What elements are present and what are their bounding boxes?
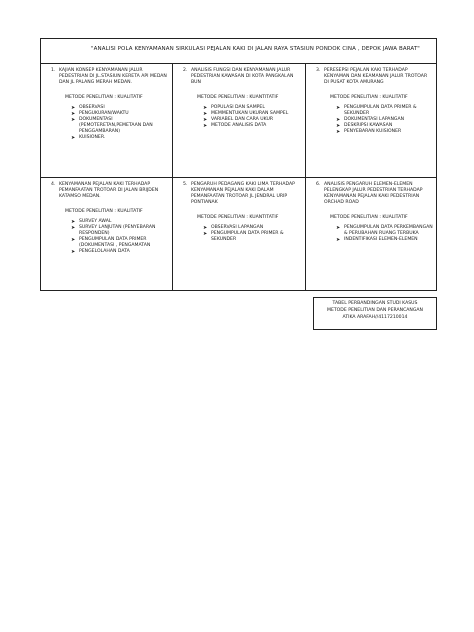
research-method: METODE PENELITIAN : KUANTITATIF bbox=[197, 95, 279, 100]
arrow-bullet-icon: ➤ bbox=[71, 135, 76, 141]
list-item: ➤ PENGUMPULAN DATA PERKEMBANGAN & PERUBAHAN RUANG TERBUKA bbox=[336, 225, 433, 236]
method-steps-list bbox=[45, 219, 168, 255]
list-item: ➤ PENGUKURAN/WAKTU bbox=[71, 111, 129, 117]
list-item: ➤ DESKRIPSI KAWASAN bbox=[336, 123, 393, 129]
arrow-bullet-icon: ➤ bbox=[203, 117, 208, 123]
arrow-bullet-icon: ➤ bbox=[71, 249, 76, 255]
arrow-bullet-icon: ➤ bbox=[71, 237, 76, 243]
table-title-row bbox=[41, 39, 436, 64]
research-method: METODE PENELITIAN : KUALITATIF bbox=[65, 209, 143, 214]
method-steps-list bbox=[177, 105, 301, 129]
case-study-heading bbox=[45, 68, 168, 86]
caption-line-title: TABEL PERBANDINGAN STUDI KASUS bbox=[332, 301, 418, 306]
list-item: ➤ OBSERVASI LAPANGAN bbox=[203, 225, 264, 231]
case-study-number: 4. bbox=[51, 182, 56, 187]
arrow-bullet-icon: ➤ bbox=[203, 225, 208, 231]
case-study-title: ANALISIS FUNGSI DAN KENYAMANAN JALUR PEDESTRIAN KAWASAN DI KOTA PANGKALAN BUN bbox=[191, 68, 294, 85]
list-item: ➤ INDENTIFIKASI ELEMEN-ELEMEN bbox=[336, 237, 418, 243]
case-study-number: 1. bbox=[51, 68, 56, 73]
case-study-cell-2 bbox=[173, 64, 306, 178]
list-item: ➤ SURVEY LANJUTAN (PENYEBARAN RESPONDEN) bbox=[71, 225, 156, 236]
comparison-table bbox=[40, 38, 437, 291]
case-study-number: 2. bbox=[183, 68, 188, 73]
case-study-title: KAJIAN KONSEP KENYAMANAN JALUR PEDESTRIAN DI JL.STASIUN KERETA API MEDAN DAN JL PALANG MERAH MEDAN. bbox=[59, 68, 167, 85]
list-item: ➤ VARIABEL DAN CARA UKUR bbox=[203, 117, 274, 123]
method-steps-list bbox=[177, 225, 301, 243]
arrow-bullet-icon: ➤ bbox=[336, 117, 341, 123]
list-item: ➤ DOKUMENTASI LAPANGAN bbox=[336, 117, 405, 123]
arrow-bullet-icon: ➤ bbox=[203, 111, 208, 117]
method-steps-list bbox=[45, 105, 168, 141]
arrow-bullet-icon: ➤ bbox=[203, 123, 208, 129]
case-study-number: 5. bbox=[183, 182, 188, 187]
arrow-bullet-icon: ➤ bbox=[336, 105, 341, 111]
case-study-heading bbox=[45, 182, 168, 200]
list-item: ➤ METODE ANALISIS DATA bbox=[203, 123, 267, 129]
list-item: ➤ PENYEBARAN KUISIONER bbox=[336, 129, 402, 135]
list-item: ➤ PENGUMPULAN DATA PRIMER (DOKUMENTASI , PENGAMATAN bbox=[71, 237, 151, 248]
table-grid bbox=[41, 64, 436, 291]
case-study-heading bbox=[177, 182, 301, 206]
arrow-bullet-icon: ➤ bbox=[71, 111, 76, 117]
case-study-cell-5 bbox=[173, 178, 306, 291]
case-study-title: KENYAMANAN PEJALAN KAKI TERHADAP PEMANFAATAN TROTOAR DI JALAN BRIJDEN KATAMSO MEDAN. bbox=[59, 182, 159, 199]
list-item: ➤ SURVEY AWAL bbox=[71, 219, 112, 225]
arrow-bullet-icon: ➤ bbox=[336, 123, 341, 129]
case-study-cell-4 bbox=[41, 178, 173, 291]
case-study-number: 3. bbox=[316, 68, 321, 73]
case-study-cell-3 bbox=[306, 64, 437, 178]
arrow-bullet-icon: ➤ bbox=[203, 105, 208, 111]
arrow-bullet-icon: ➤ bbox=[71, 219, 76, 225]
list-item: ➤ DOKUMENTASI (PEMOTERETAN,PEMETAAN DAN PENGGAMBARAN) bbox=[71, 117, 153, 134]
case-study-cell-6 bbox=[306, 178, 437, 291]
list-item: ➤ PENGELOLAHAN DATA bbox=[71, 249, 130, 255]
research-method: METODE PENELITIAN : KUANTITATIF bbox=[197, 215, 279, 220]
list-item: ➤ MEMMENTUKAN UKURAN SAMPEL bbox=[203, 111, 289, 117]
arrow-bullet-icon: ➤ bbox=[71, 105, 76, 111]
list-item: ➤ PENGUMPULAN DATA PRIMER & SEKUNDER bbox=[203, 231, 284, 242]
list-item: ➤ KUISIONER. bbox=[71, 135, 106, 141]
arrow-bullet-icon: ➤ bbox=[336, 225, 341, 231]
case-study-title: PERESEPSI PEJALAN KAKI TERHADAP KENYAMAN DAN KEAMANAN JALUR TROTOAR DI PUSAT KOTA AMURANG bbox=[324, 68, 428, 85]
arrow-bullet-icon: ➤ bbox=[71, 117, 76, 123]
case-study-heading bbox=[310, 182, 433, 206]
case-study-heading bbox=[177, 68, 301, 86]
caption-line-author: ATIKA ARAFAH//4117210014 bbox=[342, 315, 408, 320]
arrow-bullet-icon: ➤ bbox=[203, 231, 208, 237]
list-item: ➤ PENGUMPULAN DATA PRIMER & SEKUNDER bbox=[336, 105, 417, 116]
case-study-cell-1 bbox=[41, 64, 173, 178]
caption-box bbox=[313, 297, 437, 330]
case-study-heading bbox=[310, 68, 433, 86]
case-study-title: ANALISIS PENGARUH ELEMEN-ELEMEN PELENGKAP JALUR PEDESTRIAN TERHADAP KENYAMANAN PEJALAN KAKI PEDESTRIAN ORCHAD ROAD bbox=[324, 182, 423, 205]
arrow-bullet-icon: ➤ bbox=[336, 129, 341, 135]
list-item: ➤ POPULASI DAN SAMPEL bbox=[203, 105, 265, 111]
list-item: ➤ OBSERVASI bbox=[71, 105, 105, 111]
case-study-number: 6. bbox=[316, 182, 321, 187]
caption-line-course: METODE PENELITIAN DAN PERANCANGAN bbox=[327, 308, 423, 313]
research-method: METODE PENELITIAN : KUALITATIF bbox=[65, 95, 143, 100]
case-study-title: PENGARUH PEDAGANG KAKI LIMA TERHADAP KENYAMANAN PEJALAN KAKI DALAM PEMANFAATAN TROTOAR JL JENDRAL URIP PONTIANAK bbox=[191, 182, 295, 205]
arrow-bullet-icon: ➤ bbox=[336, 237, 341, 243]
table-title: "ANALISI POLA KENYAMANAN SIRKULASI PEJALAN KAKI DI JALAN RAYA STASIUN PONDOK CINA , DEPOK JAWA BARAT" bbox=[91, 46, 420, 52]
arrow-bullet-icon: ➤ bbox=[71, 225, 76, 231]
research-method: METODE PENELITIAN : KUALITATIF bbox=[330, 215, 408, 220]
research-method: METODE PENELITIAN : KUALITATIF bbox=[330, 95, 408, 100]
method-steps-list bbox=[310, 225, 433, 243]
method-steps-list bbox=[310, 105, 433, 135]
